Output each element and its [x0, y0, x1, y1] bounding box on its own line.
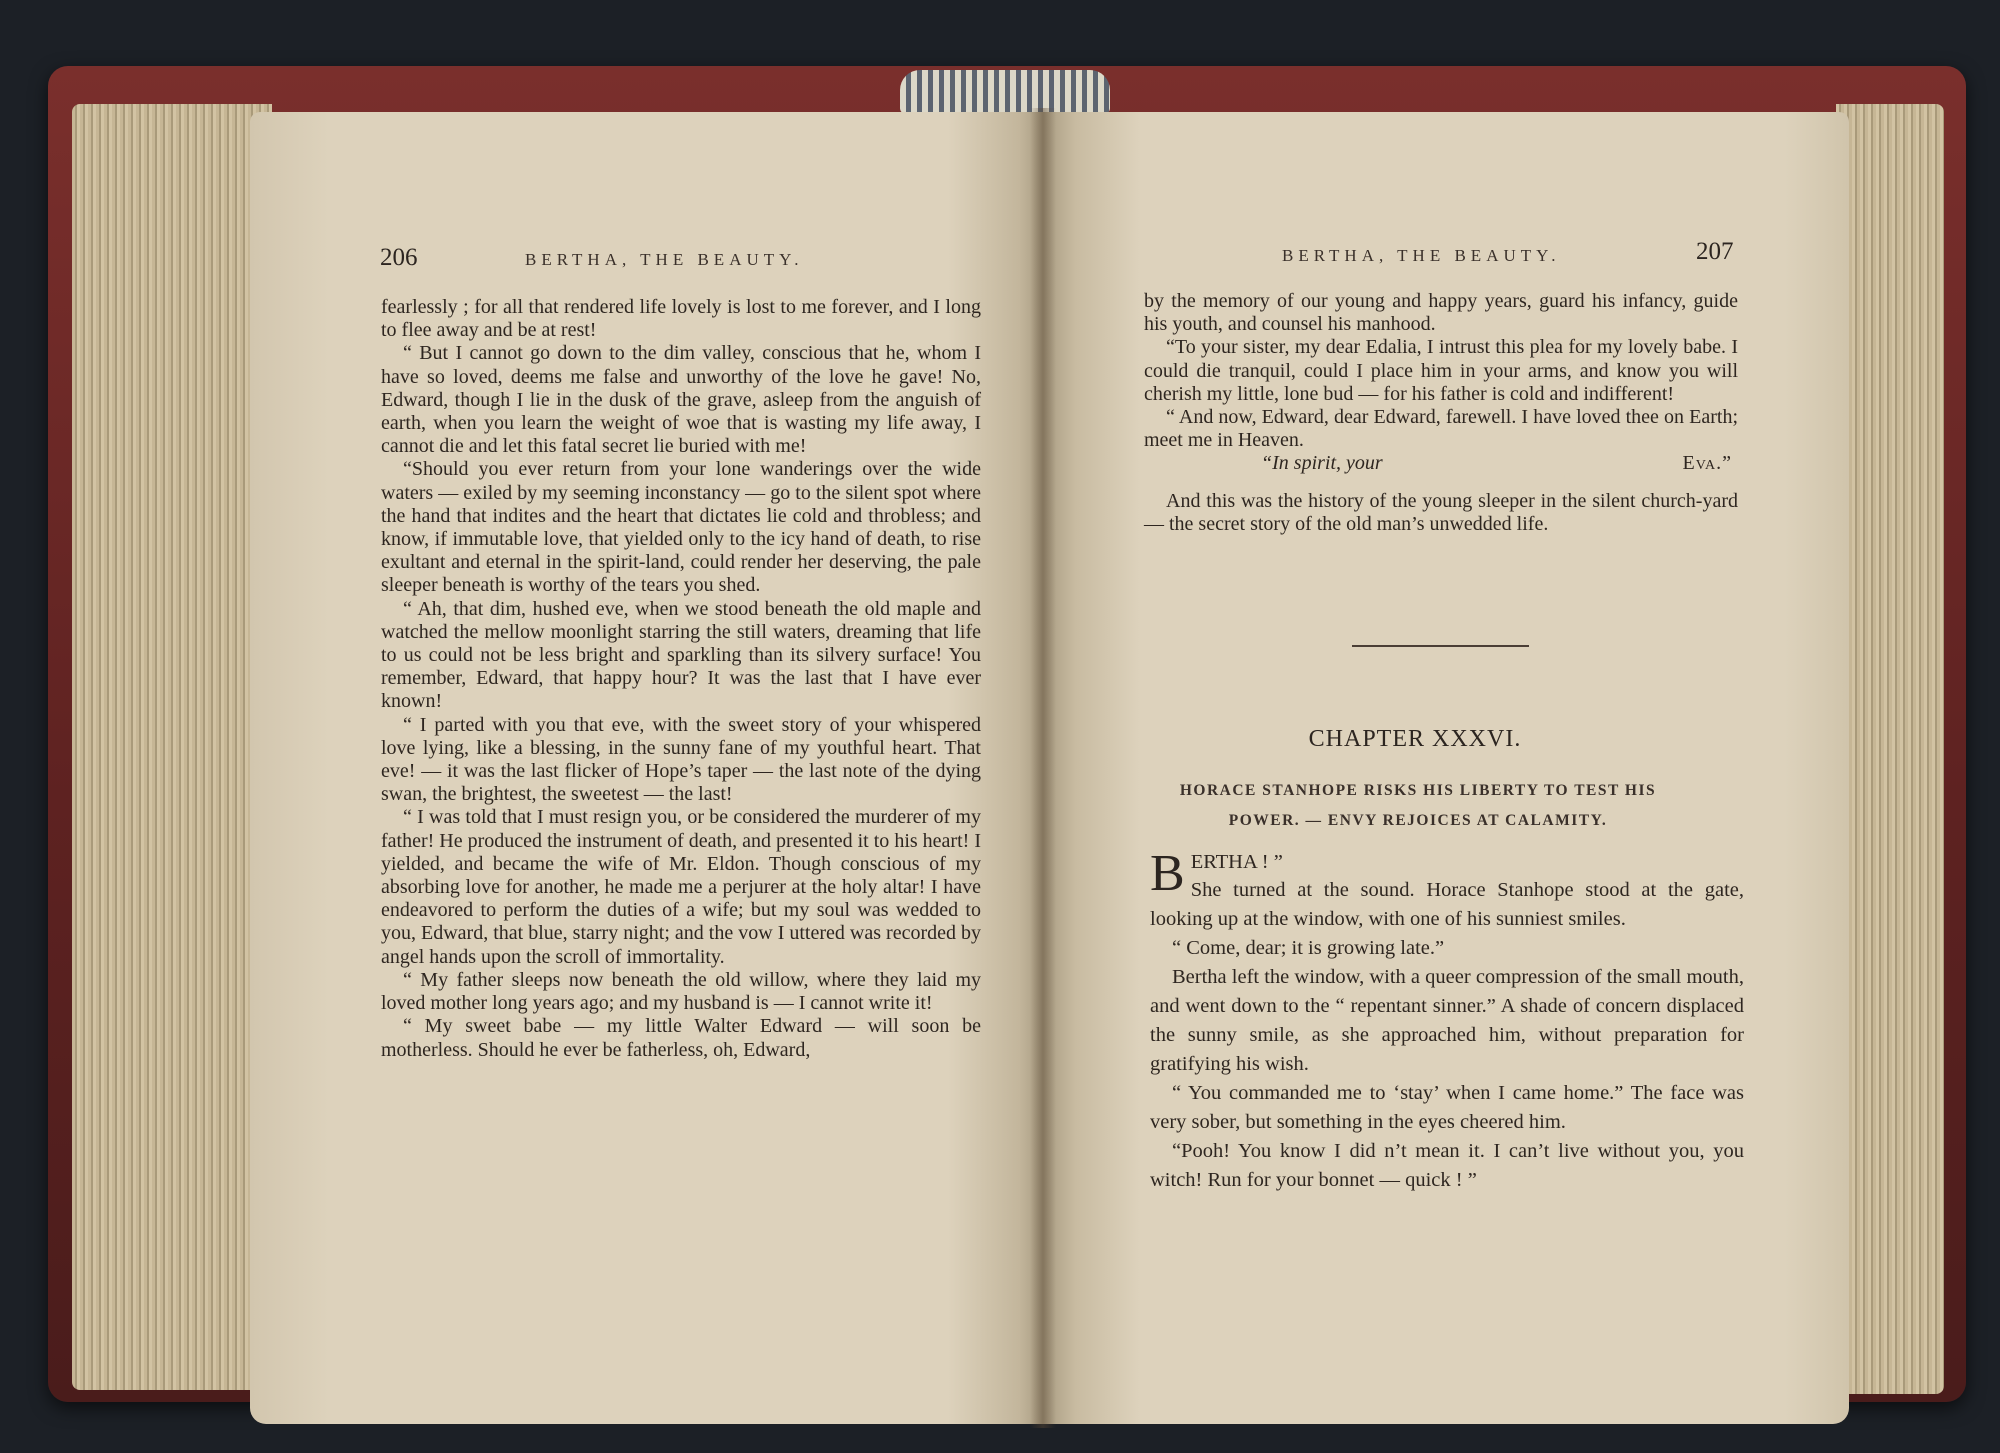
paragraph: “ Come, dear; it is growing late.” [1172, 937, 1445, 959]
chapter-opening [1150, 845, 1744, 902]
left-page-number: 206 [380, 244, 418, 271]
signature-closing: “In spirit, your [1261, 452, 1383, 475]
paragraph: “ And now, Edward, dear Edward, farewell. I have loved thee on Earth; meet me in Heaven. [1144, 406, 1738, 452]
page-edges-left [72, 104, 272, 1390]
section-divider [1352, 645, 1529, 647]
paragraph: “ I parted with you that eve, with the sweet story of your whispered love lying, like a blessing, in the sunny fane of my youthful heart. That eve! — it was the last flicker of Hope’s taper — the last note of the dying swan, the brightest, the sweetest — the last! [381, 713, 981, 806]
paragraph: by the memory of our young and happy years, guard his infancy, guide his youth, and counsel his manhood. [1144, 290, 1738, 336]
closing-paragraph: And this was the history of the young sleeper in the silent church-yard — the secret story of the old man’s unwedded life. [1144, 489, 1738, 535]
paragraph: “ But I cannot go down to the dim valley, conscious that he, whom I have so loved, deems me false and unworthy of the love he gave! No, Edward, though I lie in the dusk of the grave, asleep from the anguish of earth, when you learn the weight of woe that is wasting my life away, I cannot die and let this fatal secret lie buried with me! [381, 342, 981, 458]
paragraph: “ My sweet babe — my little Walter Edward — will soon be motherless. Should he ever be fatherless, oh, Edward, [381, 1015, 981, 1061]
gutter [1030, 108, 1056, 1428]
chapter-body [1150, 845, 1744, 1195]
opening-word: ERTHA ! ” [1190, 851, 1283, 873]
paragraph: fearlessly ; for all that rendered life lovely is lost to me forever, and I long to flee away and be at rest! [381, 296, 981, 342]
paragraph: “ Ah, that dim, hushed eve, when we stood beneath the old maple and watched the mellow moonlight starring the still waters, dreaming that life to us could not be less bright and sparkling than its silvery surface! You remember, Edward, that happy hour? It was the last that I have ever known! [381, 597, 981, 713]
chapter-title: CHAPTER XXXVI. [1308, 726, 1522, 752]
chapter-subtitle-line: POWER. — ENVY REJOICES AT CALAMITY. [1228, 812, 1608, 829]
paragraph: She turned at the sound. Horace Stanhope stood at the gate, looking up at the window, with one of his sunniest smiles. [1150, 879, 1744, 930]
signature-name: Eva.” [1682, 452, 1732, 475]
letter-signature [1144, 452, 1738, 475]
left-running-title: BERTHA, THE BEAUTY. [525, 250, 804, 269]
chapter-subtitle [1150, 776, 1686, 836]
right-running-title: BERTHA, THE BEAUTY. [1282, 246, 1561, 265]
paragraph: “Pooh! You know I did n’t mean it. I can’t live without you, you witch! Run for your bonnet — quick ! ” [1150, 1140, 1744, 1191]
drop-cap: B [1150, 845, 1185, 902]
paragraph: “ My father sleeps now beneath the old willow, where they laid my loved mother long years ago; and my husband is — I cannot write it! [381, 968, 981, 1015]
paragraph: “Should you ever return from your lone wanderings over the wide waters — exiled by my seeming inconstancy — go to the silent spot where the hand that indites and the heart that dictates lie cold and throbless; and know, if immutable love, that yielded only to the icy hand of death, to rise exultant and eternal in the spirit-land, could render her deserving, the pale sleeper beneath is worthy of the tears you shed. [381, 458, 981, 597]
page-edges-right [1836, 104, 1944, 1394]
paragraph: “ You commanded me to ‘stay’ when I came home.” The face was very sober, but something in the eyes cheered him. [1150, 1082, 1744, 1133]
chapter-subtitle-line: HORACE STANHOPE RISKS HIS LIBERTY TO TEST HIS [1179, 782, 1657, 799]
paragraph: “To your sister, my dear Edalia, I intrust this plea for my lovely babe. I could die tranquil, could I place him in your arms, and know you will cherish my little, lone bud — for his father is cold and indifferent! [1144, 336, 1738, 405]
left-page-text [381, 296, 981, 1062]
paragraph: “ I was told that I must resign you, or be considered the murderer of my father! He produced the instrument of death, and presented it to his heart! I yielded, and became the wife of Mr. Eldon. Though conscious of my absorbing love for another, he made me a perjurer at the holy altar! I have endeavored to perform the duties of a wife; but my soul was wedded to you, Edward, that blue, starry night; and the vow I uttered was recorded by angel hands upon the scroll of immortality. [381, 806, 981, 968]
right-page-letter [1144, 290, 1738, 536]
paragraph: Bertha left the window, with a queer compression of the small mouth, and went down to the “ repentant sinner.” A shade of concern displaced the sunny smile, as she approached him, without preparation for gratifying his wish. [1150, 966, 1744, 1075]
right-page-number: 207 [1696, 238, 1734, 265]
headband [900, 70, 1110, 114]
